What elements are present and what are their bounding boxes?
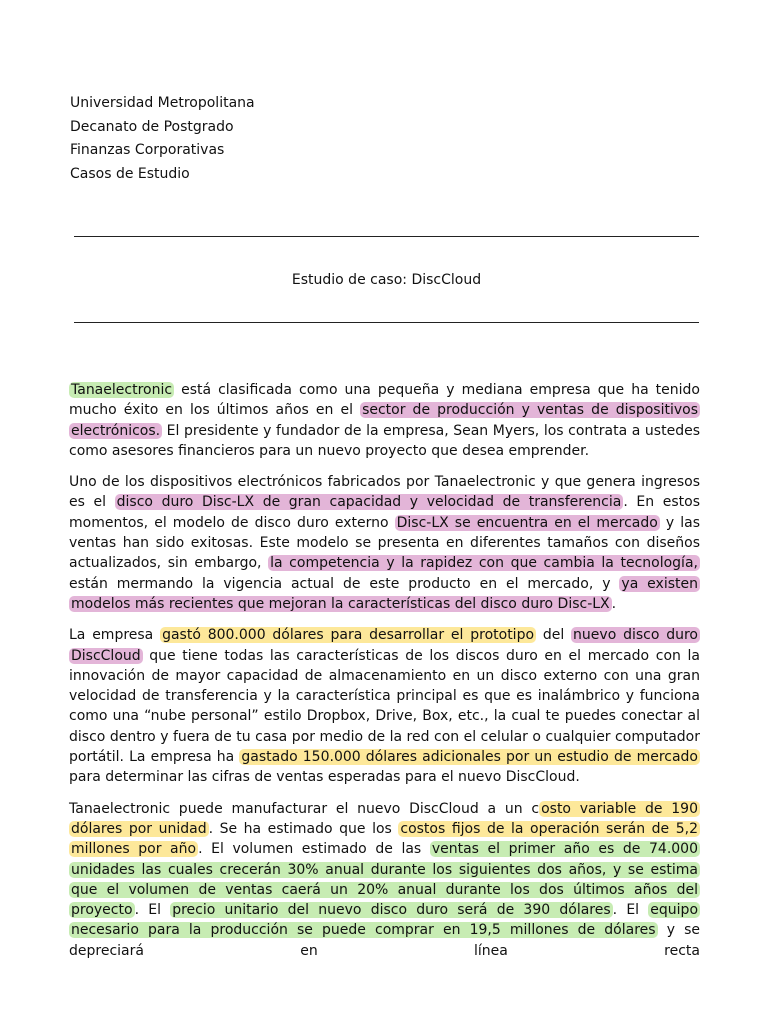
text-segment: . Se ha estimado que los xyxy=(208,820,399,837)
paragraph-disccloud xyxy=(69,625,700,787)
highlight-unit-price: precio unitario del nuevo disco duro será de 390 dólares xyxy=(172,902,611,919)
highlight-variable-cost: osto variable de 190 dólares por unidad xyxy=(71,800,698,837)
text-segment: . El xyxy=(612,902,649,919)
text-segment: están mermando la vigencia actual de este producto en el mercado, y xyxy=(69,575,620,592)
text-segment: Uno de los dispositivos electrónicos fabricados por Tanaelectronic y que genera ingresos es el xyxy=(69,474,700,511)
highlight-new-disc: nuevo disco duro DiscCloud xyxy=(71,627,698,664)
text-segment: . En estos momentos, el modelo de disco duro externo xyxy=(69,494,701,531)
highlight-sector: sector de producción y ventas de dispositivos electrónicos. xyxy=(71,402,698,439)
text-segment: del xyxy=(536,627,572,644)
case-body xyxy=(69,380,700,972)
text-segment: está clasificada como una pequeña y mediana empresa que ha tenido mucho éxito en los últimos años en el xyxy=(69,382,700,419)
highlight-competition: la competencia y la rapidez con que cambia la tecnología, xyxy=(270,555,698,572)
text-segment: El presidente y fundador de la empresa, Sean Myers, los contrata a ustedes como asesores financieros para un nuevo proyecto que desea emprender. xyxy=(69,422,700,459)
text-segment: . El volumen estimado de las xyxy=(198,841,430,858)
paragraph-intro xyxy=(69,380,700,461)
header-line-course: Finanzas Corporativas xyxy=(70,142,225,158)
top-divider xyxy=(74,236,699,237)
highlight-newer-models: ya existen modelos más recientes que mejoran la características del disco duro Disc-LX xyxy=(71,575,698,612)
text-segment: . xyxy=(611,595,617,612)
highlight-prototype-cost: gastó 800.000 dólares para desarrollar el prototipo xyxy=(162,627,535,644)
text-segment: La empresa xyxy=(69,627,161,644)
case-title: Estudio de caso: DiscCloud xyxy=(291,272,482,288)
text-segment: para determinar las cifras de ventas esperadas para el nuevo DiscCloud. xyxy=(69,769,580,786)
highlight-sales-volume: ventas el primer año es de 74.000 unidades las cuales crecerán 30% anual durante los siguientes dos años, y se estima que el volumen de ventas caerá un 20% anual durante los dos últimos años del proyecto xyxy=(71,841,698,919)
text-segment: y las ventas han sido exitosas. Este modelo se presenta en diferentes tamaños con diseños actualizados, sin embargo, xyxy=(69,514,700,572)
bottom-divider xyxy=(74,322,699,323)
header-line-deanship: Decanato de Postgrado xyxy=(70,118,234,135)
highlight-fixed-costs: costos fijos de la operación serán de 5,2 millones por año xyxy=(71,820,698,858)
header-line-university: Universidad Metropolitana xyxy=(70,95,255,111)
paragraph-disc-lx xyxy=(69,472,700,614)
highlight-equipment: equipo necesario para la producción se puede comprar en 19,5 millones de dólares xyxy=(71,902,699,939)
highlight-disc-lx: disco duro Disc-LX de gran capacidad y velocidad de transferencia xyxy=(116,494,622,511)
highlight-company: Tanaelectronic xyxy=(71,382,173,398)
institution-header xyxy=(70,92,255,186)
text-segment: . El xyxy=(134,902,171,919)
text-segment: Tanaelectronic puede manufacturar el nuevo DiscCloud a un c xyxy=(69,800,540,817)
highlight-market: Disc-LX se encuentra en el mercado xyxy=(396,514,658,531)
header-line-section: Casos de Estudio xyxy=(70,165,190,182)
paragraph-costs xyxy=(69,799,700,961)
highlight-market-study: gastado 150.000 dólares adicionales por un estudio de mercado xyxy=(241,749,698,766)
text-segment: que tiene todas las características de los discos duro en el mercado con la innovación de mayor capacidad de almacenamiento en un disco externo con una gran velocidad de transferencia y la característica principal es que es inalámbrico y funciona como una “nube personal” estilo Dropbox, Drive, Box, etc., la cual te puedes conectar al disco dentro y fuera de tu casa por medio de la red con el celular o cualquier computador portátil. La empresa ha xyxy=(69,647,700,766)
text-segment: y se depreciará en línea recta xyxy=(69,922,701,959)
